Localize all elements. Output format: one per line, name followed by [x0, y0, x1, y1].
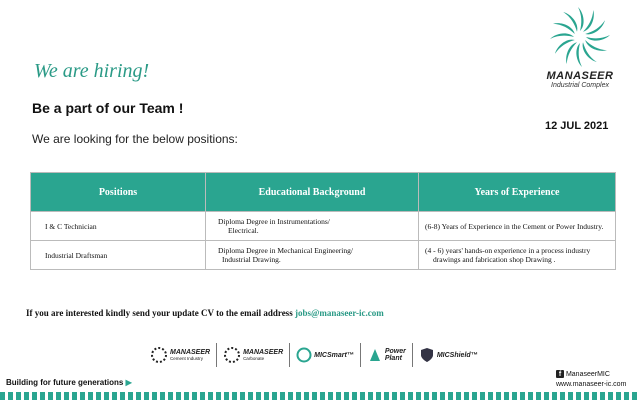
partner-logo: [296, 347, 354, 363]
table-header-row: [31, 173, 616, 212]
partner-name: MICShield™: [436, 351, 478, 359]
education-line: Diploma Degree in Instrumentations/: [218, 217, 330, 226]
education-line: Electrical.: [228, 226, 259, 235]
social-text[interactable]: ManaseerMIC: [565, 370, 610, 378]
partner-name: Power: [384, 348, 406, 355]
partner-logo: [367, 347, 406, 363]
partner-name: MANASEER: [243, 349, 284, 356]
partner-sub: Plant: [384, 355, 402, 362]
experience-line: (4 - 6) years' hands-on experience in a process industry: [425, 246, 591, 255]
education-cell: [206, 212, 419, 241]
footer-slogan: [6, 378, 132, 387]
experience-line: (6-8) Years of Experience in the Cement or Power Industry.: [425, 221, 604, 231]
divider: [360, 343, 361, 367]
footer-stripe: [0, 392, 640, 400]
company-logo: [530, 6, 630, 110]
partner-logo: [419, 347, 478, 363]
partner-sub: Cement Industry: [170, 356, 204, 361]
header-positions: Positions: [31, 173, 206, 212]
circle-logo-icon: [296, 347, 312, 363]
logo-brand: MANASEER: [546, 70, 614, 82]
website-link[interactable]: www.manaseer-ic.com: [556, 381, 627, 388]
position-cell: I & C Technician: [31, 212, 206, 241]
power-plant-icon: [367, 347, 383, 363]
sunburst-icon: [150, 346, 168, 364]
slogan-text: Building for future generations: [6, 378, 124, 387]
education-line: Diploma Degree in Mechanical Engineering/: [218, 246, 353, 255]
sunburst-logo-icon: [549, 6, 611, 68]
sunburst-icon: [223, 346, 241, 364]
intro-text: We are looking for the below positions:: [32, 132, 238, 146]
shield-icon: [419, 347, 435, 363]
partner-sub: Carbonate: [243, 356, 265, 361]
divider: [216, 343, 217, 367]
partner-name: MICSmart™: [314, 351, 354, 359]
cv-instructions: [26, 308, 384, 318]
table-row: [31, 241, 616, 270]
partner-logo: [223, 346, 283, 364]
experience-cell: [419, 212, 616, 241]
email-link[interactable]: jobs@manaseer-ic.com: [294, 308, 384, 318]
position-cell: Industrial Draftsman: [31, 241, 206, 270]
cv-text: If you are interested kindly send your update CV to the email address: [26, 308, 293, 318]
table-row: [31, 212, 616, 241]
logo-subtitle: Industrial Complex: [551, 82, 609, 89]
partner-name: MANASEER: [170, 349, 211, 356]
social-handle: [556, 370, 610, 378]
education-cell: [206, 241, 419, 270]
header-education: Educational Background: [206, 173, 419, 212]
divider: [289, 343, 290, 367]
play-arrow-icon: ▶: [125, 378, 132, 387]
positions-table: [30, 172, 616, 270]
hiring-heading: We are hiring!: [34, 60, 150, 82]
partner-logos: [150, 340, 478, 370]
partner-logo: [150, 346, 210, 364]
experience-cell: [419, 241, 616, 270]
post-date: 12 JUL 2021: [545, 120, 609, 132]
education-line: Industrial Drawing.: [222, 255, 281, 264]
experience-line: drawings and fabrication shop Drawing .: [433, 255, 556, 264]
team-heading: Be a part of our Team !: [32, 100, 184, 116]
divider: [412, 343, 413, 367]
facebook-icon: f: [556, 370, 564, 378]
header-experience: Years of Experience: [419, 173, 616, 212]
